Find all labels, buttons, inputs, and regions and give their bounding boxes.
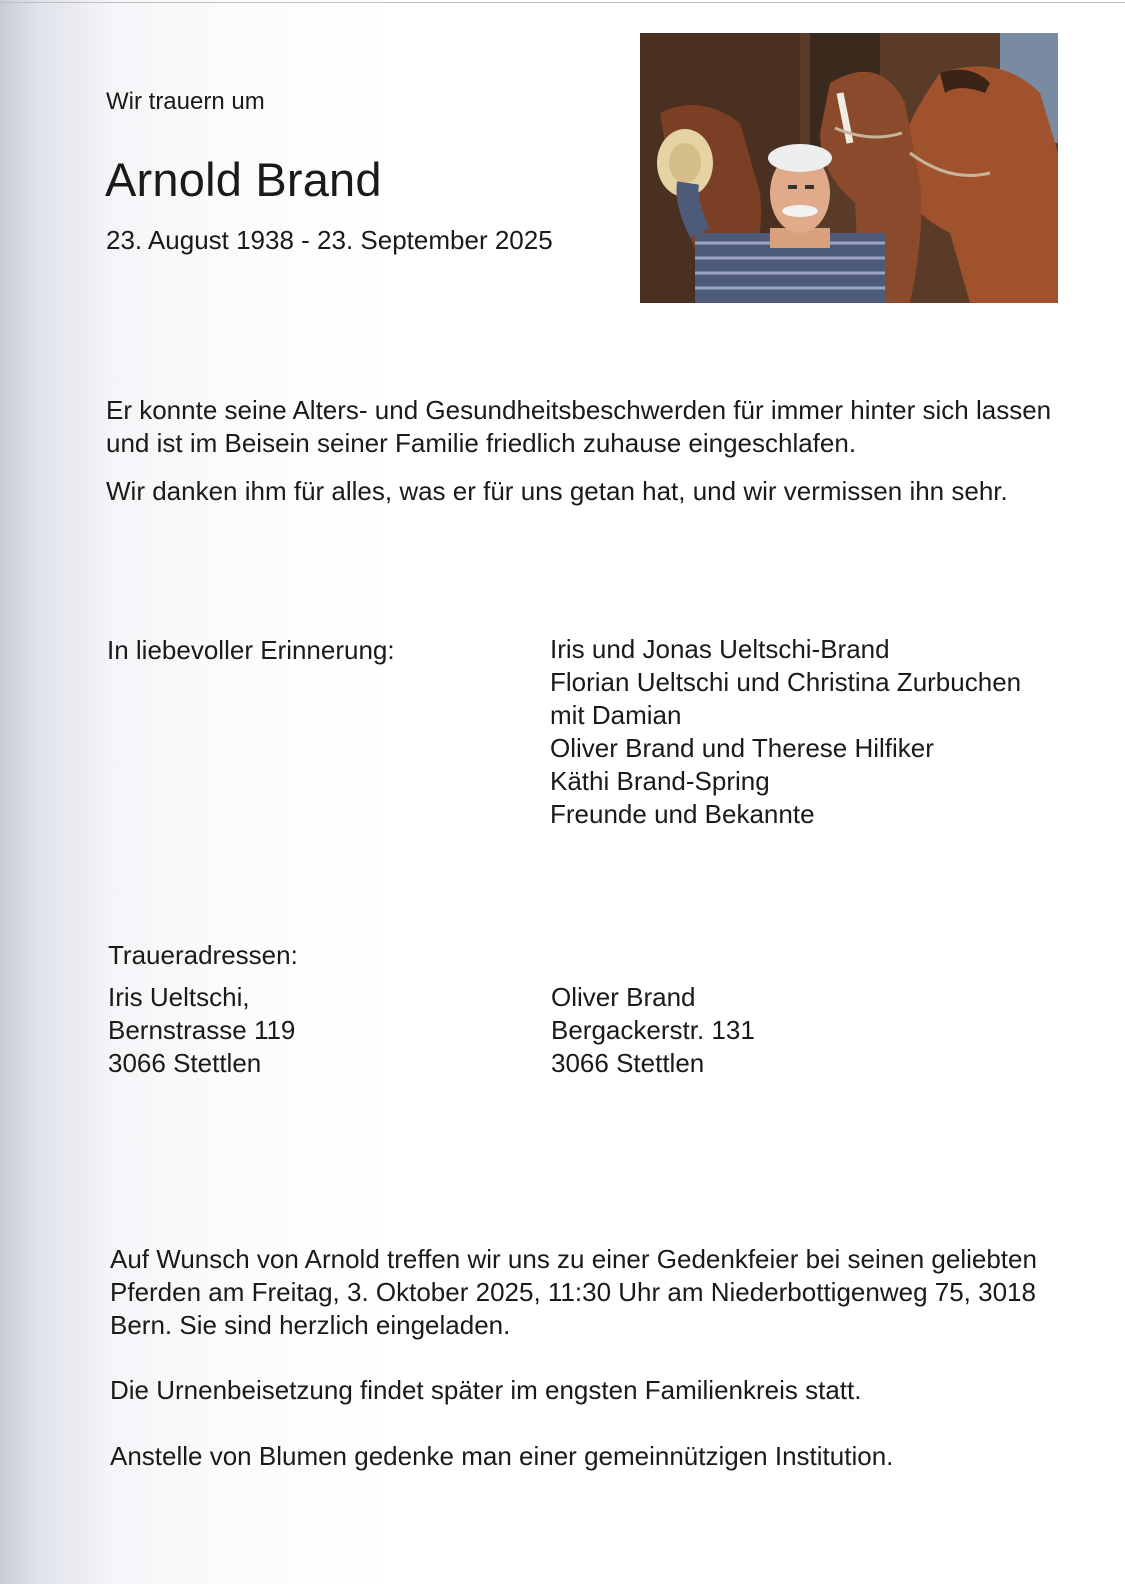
address-line: Bergackerstr. 131: [551, 1015, 755, 1045]
mourners-list: [550, 633, 1021, 831]
address-line: 3066 Stettlen: [108, 1048, 262, 1078]
address-block-1: [108, 981, 295, 1080]
body-paragraph-2: Wir danken ihm für alles, was er für uns getan hat, und wir vermissen ihn sehr.: [106, 476, 1008, 506]
intro-text: Wir trauern um: [106, 88, 265, 115]
closing-paragraph-1: Auf Wunsch von Arnold treffen wir uns zu einer Gedenkfeier bei seinen geliebten Pferden am Freitag, 3. Oktober 2025, 11:30 Uhr am Niederbottigenweg 75, 3018 Bern. Sie sind herzlich eingeladen.: [110, 1244, 1037, 1340]
address-line: 3066 Stettlen: [551, 1048, 705, 1078]
address-line: Oliver Brand: [551, 982, 696, 1012]
body-paragraph-1: Er konnte seine Alters- und Gesundheitsbeschwerden für immer hinter sich lassen und ist im Beisein seiner Familie friedlich zuhause eingeschlafen.: [106, 395, 1052, 458]
portrait-with-horses-image: [640, 33, 1058, 303]
address-line: Bernstrasse 119: [108, 1015, 296, 1045]
memory-label: In liebevoller Erinnerung:: [107, 635, 395, 665]
closing-paragraph-2: Die Urnenbeisetzung findet später im engsten Familienkreis statt.: [110, 1375, 862, 1405]
list-item: mit Damian: [550, 700, 682, 730]
list-item: Florian Ueltschi und Christina Zurbuchen: [550, 667, 1022, 697]
list-item: Oliver Brand und Therese Hilfiker: [550, 733, 934, 763]
list-item: Iris und Jonas Ueltschi-Brand: [550, 634, 890, 664]
top-edge-line: [0, 2, 1125, 3]
list-item: Freunde und Bekannte: [550, 799, 815, 829]
address-line: Iris Ueltschi,: [108, 982, 250, 1012]
list-item: Käthi Brand-Spring: [550, 766, 770, 796]
addresses-label: Traueradressen:: [108, 940, 298, 970]
deceased-name: Arnold Brand: [105, 153, 382, 206]
closing-paragraph-3: Anstelle von Blumen gedenke man einer gemeinnützigen Institution.: [110, 1441, 894, 1471]
life-dates: 23. August 1938 - 23. September 2025: [106, 225, 553, 255]
address-block-2: [551, 981, 755, 1080]
